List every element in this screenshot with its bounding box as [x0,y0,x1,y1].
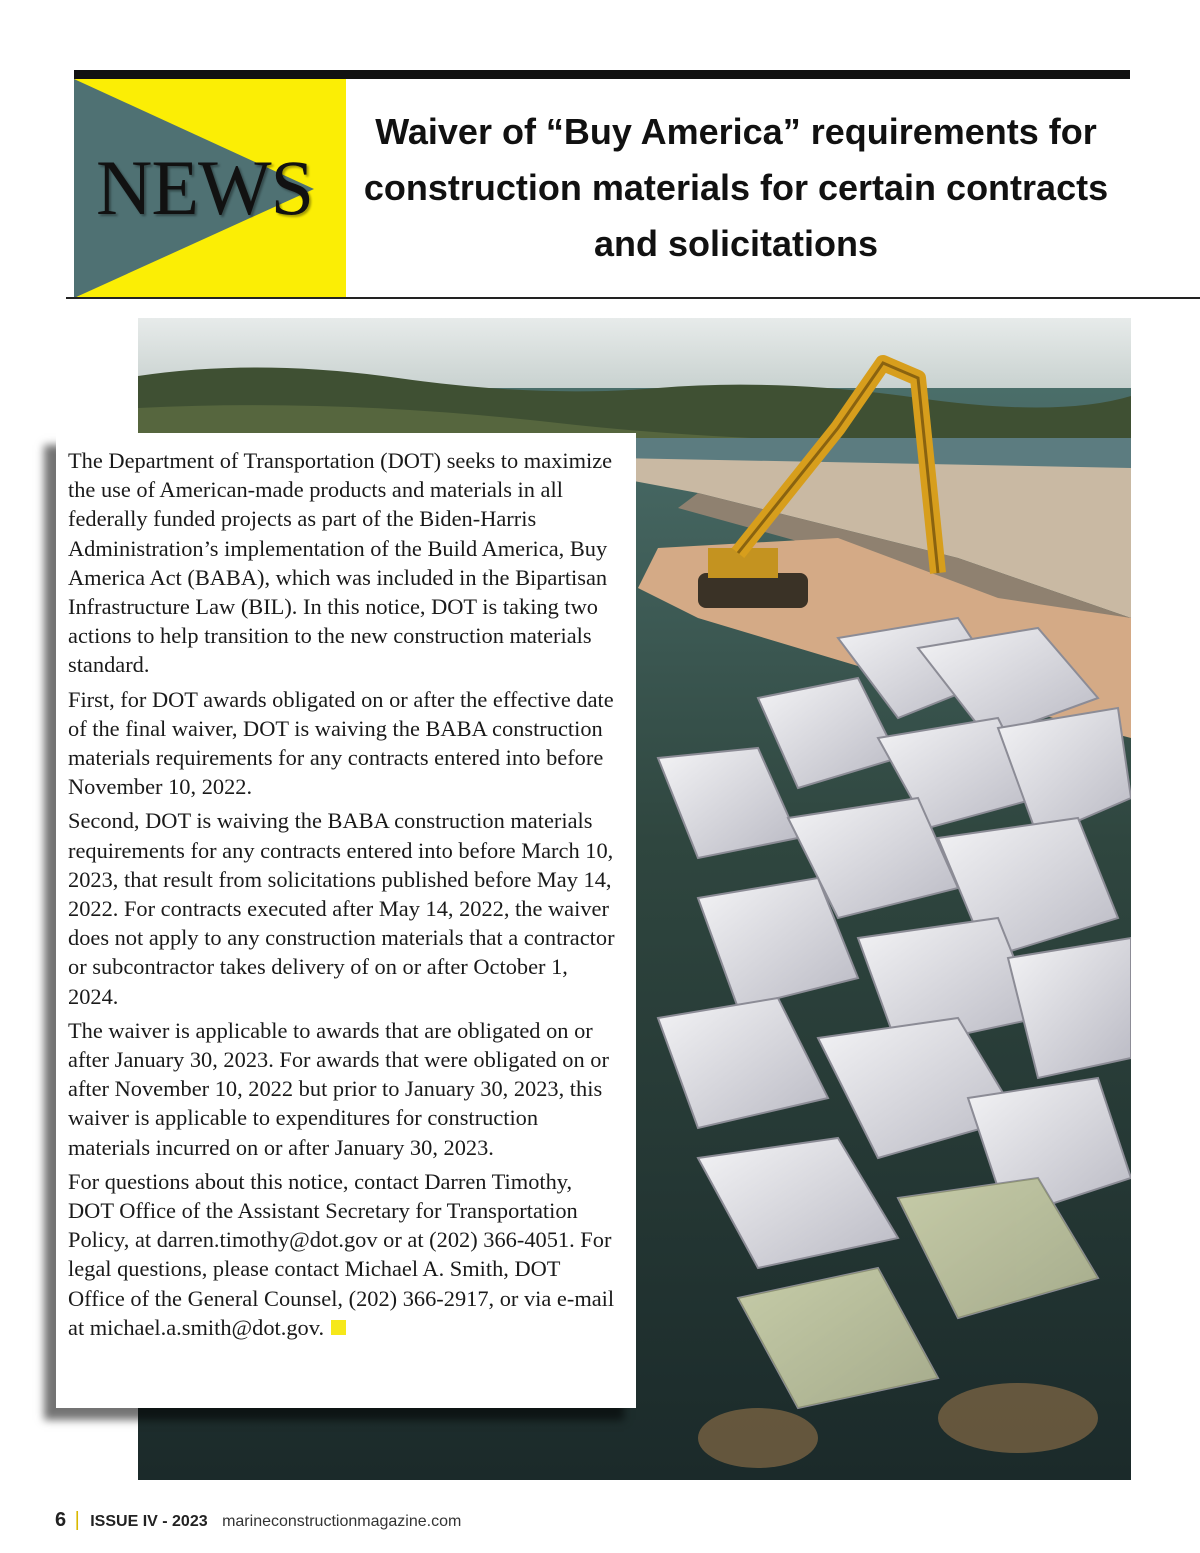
article-paragraph-5 [68,1167,616,1342]
article-paragraph-4: The waiver is applicable to awards that are obligated on or after January 30, 2023. For awards that were obligated on or after November 10, 2022 but prior to January 30, 2023, this waiver is applicable to expenditures for construction materials incurred on or after January 30, 2023. [68,1017,609,1160]
top-rule [74,70,1130,79]
header-divider [66,297,1200,299]
article-paragraph-1: The Department of Transportation (DOT) seeks to maximize the use of American-made products and materials in all federally funded projects as part of the Biden-Harris Administration’s implementation of the Build America, Buy America Act (BABA), which was included in the Bipartisan Infrastructure Law (BIL). In this notice, DOT is taking two actions to help transition to the new construction materials standard. [68,448,613,678]
article-headline: Waiver of “Buy America” requirements for construction materials for certain contracts and solicitations [363,111,1109,264]
website-link[interactable]: marineconstructionmagazine.com [222,1513,462,1530]
footer-separator: | [74,1509,80,1531]
end-of-article-mark [331,1320,346,1335]
article-body [68,446,616,1347]
article-paragraph-3: Second, DOT is waiving the BABA construction materials requirements for any contracts entered into before March 10, 2023, that result from solicitations published before May 14, 2022. For contracts executed after May 14, 2022, the waiver does not apply to any construction materials that a contractor or subcontractor takes delivery of on or after October 1, 2024. [68,808,615,1009]
issue-label: ISSUE IV - 2023 [90,1513,208,1530]
news-label: NEWS [96,144,313,231]
page-footer [55,1509,461,1532]
news-badge [74,79,346,298]
article-paragraph-5-text: For questions about this notice, contact Darren Timothy, DOT Office of the Assistant Secretary for Transportation Policy, at darren.timothy@dot.gov or at (202) 366-4051. For legal questions, please contact Michael A. Smith, DOT Office of the General Counsel, (202) 366-2917, or via e-mail at michael.a.smith@dot.gov. [68,1168,615,1340]
page-number: 6 [55,1509,67,1531]
article-paragraph-2: First, for DOT awards obligated on or after the effective date of the final waiver, DOT is waiving the BABA construction materials requirements for any contracts entered into before November 10, 2022. [68,686,614,800]
